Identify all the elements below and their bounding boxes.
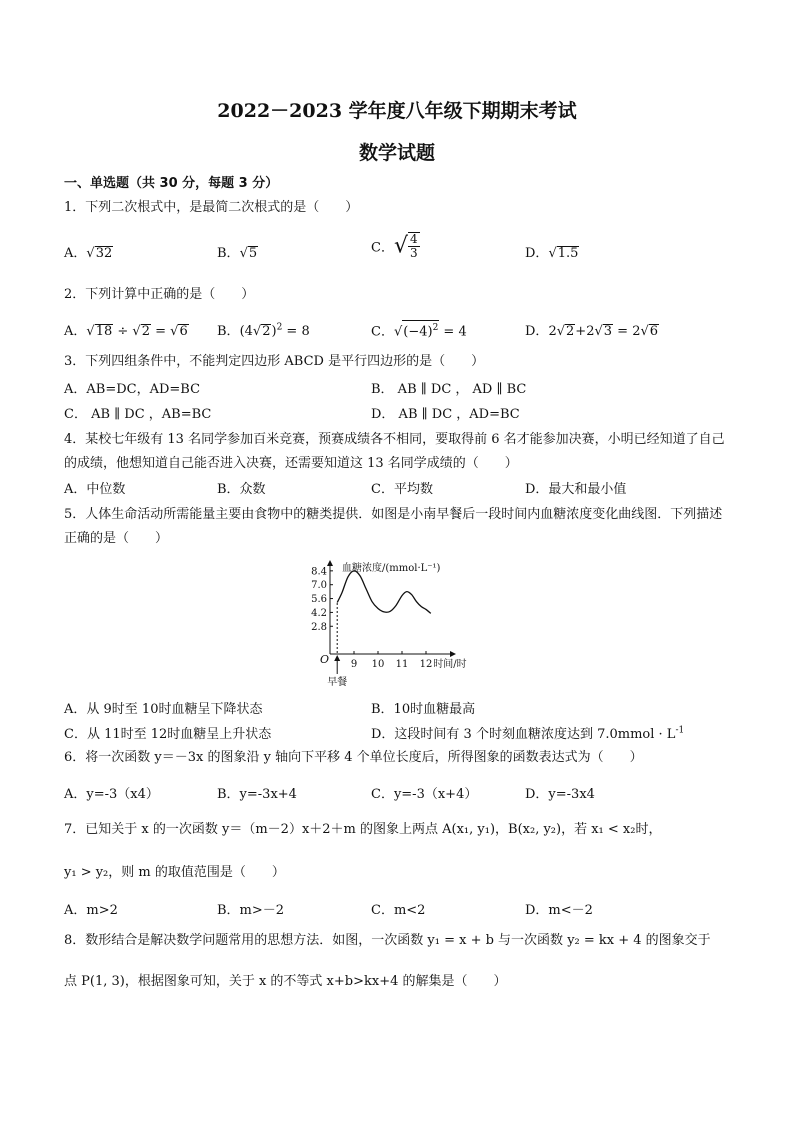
blood-sugar-curve xyxy=(337,571,431,614)
question-8-stem-cont: 点 P(1, 3)，根据图象可知，关于 x 的不等式 x+b>kx+4 的解集是（ ） xyxy=(64,974,507,989)
option-b: B． AB ∥ DC ， AD ∥ BC xyxy=(371,382,527,397)
question-2-stem: 2．下列计算中正确的是（ ） xyxy=(64,287,255,302)
option-c: C．从 11时至 12时血糖呈上升状态 xyxy=(64,727,272,742)
option-b: B．10时血糖最高 xyxy=(371,702,476,717)
breakfast-label: 早餐 xyxy=(327,677,348,686)
x-tick-label: 12 xyxy=(419,659,433,670)
question-8-stem: 8．数形结合是解决数学问题常用的思想方法．如图，一次函数 y₁ = x + b 与一次函数 y₂ = kx + 4 的图象交于 xyxy=(64,933,711,948)
option-b: B．m>－2 xyxy=(217,903,285,918)
page-subtitle: 数学试题 xyxy=(358,142,435,164)
x-axis-arrow xyxy=(450,651,456,657)
option-c: C． AB ∥ DC ，AB=BC xyxy=(64,407,212,422)
y-axis-arrow xyxy=(327,560,333,566)
option-a: A．√18 ÷ √2 = √6 xyxy=(64,324,188,339)
y-tick-label: 7.0 xyxy=(311,580,327,592)
question-5-stem: 5．人体生命活动所需能量主要由食物中的糖类提供．如图是小南早餐后一段时间内血糖浓度变化曲线图．下列描述正确的是（ ） xyxy=(64,507,723,546)
option-c: C．m<2 xyxy=(371,903,426,918)
option-a: A．中位数 xyxy=(64,482,126,497)
option-c: C．√ $\frac{4}{3}$ xyxy=(371,232,418,260)
option-a: A．AB=DC，AD=BC xyxy=(64,382,201,397)
option-a: A．从 9时至 10时血糖呈下降状态 xyxy=(64,702,263,717)
question-6-stem: 6．将一次函数 y＝－3x 的图象沿 y 轴向下平移 4 个单位长度后，所得图象的函数表达式为（ ） xyxy=(64,750,643,765)
option-d: D．2√2+2√3 = 2√6 xyxy=(525,324,659,339)
question-3-stem: 3．下列四组条件中，不能判定四边形 ABCD 是平行四边形的是（ ） xyxy=(64,354,485,369)
breakfast-arrow-head xyxy=(334,655,340,661)
option-a: A．y=-3（x4） xyxy=(64,787,159,802)
question-7-stem-cont: y₁ > y₂，则 m 的取值范围是（ ） xyxy=(64,865,285,880)
y-tick-label: 4.2 xyxy=(311,607,327,619)
option-d: D． AB ∥ DC ，AD=BC xyxy=(371,407,520,422)
blood-sugar-chart xyxy=(300,556,490,686)
option-c: C．$√(-4)^2 = 4$ xyxy=(371,320,467,339)
option-b: B．众数 xyxy=(217,482,266,497)
x-axis-label: 时间/时 xyxy=(433,659,467,670)
option-b: B．y=-3x+4 xyxy=(217,787,297,802)
question-7-stem: 7．已知关于 x 的一次函数 y＝（m－2）x＋2＋m 的图象上两点 A(x₁, y₁)，B(x₂, y₂)，若 x₁ < x₂时， xyxy=(64,822,662,837)
option-d: D．这段时间有 3 个时刻血糖浓度达到 7.0mmol · $L^{-1}$ xyxy=(371,725,685,742)
option-c: C．平均数 xyxy=(371,482,433,497)
option-b: B．√5 xyxy=(217,246,258,261)
y-tick-label: 2.8 xyxy=(311,621,327,633)
question-4-stem: 4．某校七年级有 13 名同学参加百米竞赛，预赛成绩各不相同，要取得前 6 名才能参加决赛，小明已经知道了自己的成绩，他想知道自己能否进入决赛，还需要知道这 13 名同学成绩的（ ） xyxy=(64,432,725,471)
option-d: D．√1.5 xyxy=(525,246,579,261)
question-1-stem: 1．下列二次根式中，是最简二次根式的是（ ） xyxy=(64,200,359,215)
option-a: A．m>2 xyxy=(64,903,118,918)
option-c: C．y=-3（x+4） xyxy=(371,787,478,802)
option-d: D．y=-3x4 xyxy=(525,787,595,802)
option-b: B．$(4√2)^2 = 8$ xyxy=(217,322,310,339)
option-d: D．m<－2 xyxy=(525,903,593,918)
section-heading: 一、单选题（共 30 分，每题 3 分） xyxy=(64,176,279,191)
option-a: A．√32 xyxy=(64,246,113,261)
y-axis-label: 血糖浓度/(mmol·L⁻¹) xyxy=(342,563,441,574)
x-tick-label: 10 xyxy=(371,659,385,670)
x-tick-label: 9 xyxy=(350,659,358,670)
origin-label: O xyxy=(320,653,330,666)
y-tick-label: 5.6 xyxy=(311,594,327,606)
y-tick-label: 8.4 xyxy=(311,566,327,578)
x-tick-label: 11 xyxy=(395,659,409,670)
page-title: 2022－2023 学年度八年级下期期末考试 xyxy=(217,100,577,122)
option-d: D．最大和最小值 xyxy=(525,482,627,497)
